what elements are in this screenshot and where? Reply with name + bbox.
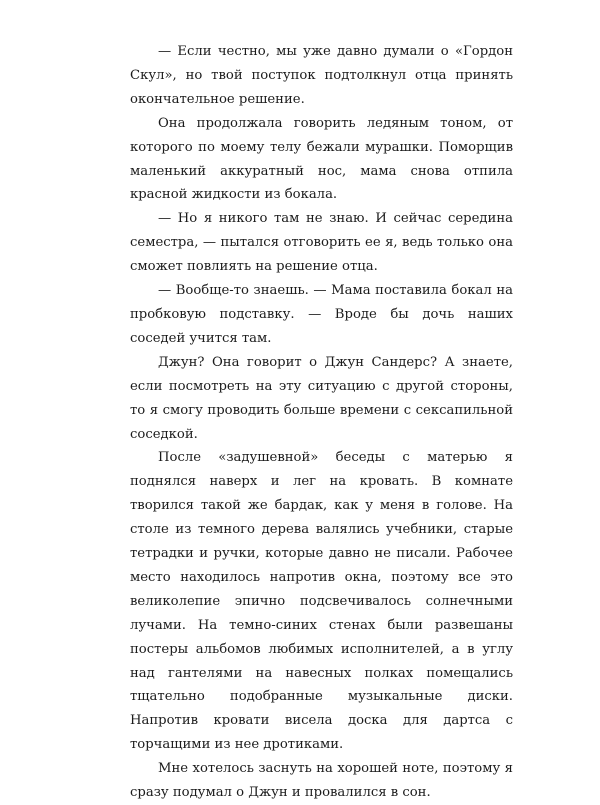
paragraph-5: Джун? Она говорит о Джун Сандерс? А знаете, если посмотреть на эту ситуацию с другой стороны, то я смогу проводить больше времени с сексапильной соседкой.: [130, 354, 513, 442]
paragraph-7: Мне хотелось заснуть на хорошей ноте, поэтому я сразу подумал о Джун и провалился в сон.: [130, 761, 513, 801]
paragraph-1: — Если честно, мы уже давно думали о «Гордон Скул», но твой поступок подтолкнул отца принять окончательное решение.: [130, 44, 513, 107]
body-text: [130, 40, 513, 805]
paragraph-4: — Вообще-то знаешь. — Мама поставила бокал на пробковую подставку. — Вроде бы дочь наших соседей учится там.: [130, 283, 513, 346]
paragraph-6: После «задушевной» беседы с матерью я поднялся наверх и лег на кровать. В комнате творился такой же бардак, как у меня в голове. На столе из темного дерева валялись учебники, старые тетрадки и ручки, которые давно не писали. Рабочее место находилось напротив окна, поэтому все это великолепие эпично подсвечивалось солнечными лучами. На темно-синих стенах были развешаны постеры альбомов любимых исполнителей, а в углу над гантелями на навесных полках помещались тщательно подобранные музыкальные диски. Напротив кровати висела доска для дартса с торчащими из нее дротиками.: [130, 450, 513, 753]
paragraph-3: — Но я никого там не знаю. И сейчас середина семестра, — пытался отговорить ее я, ведь только она сможет повлиять на решение отца.: [130, 211, 513, 275]
paragraph-2: Она продолжала говорить ледяным тоном, от которого по моему телу бежали мурашки. Поморщив маленький аккуратный нос, мама снова отпила красной жидкости из бокала.: [130, 115, 513, 203]
